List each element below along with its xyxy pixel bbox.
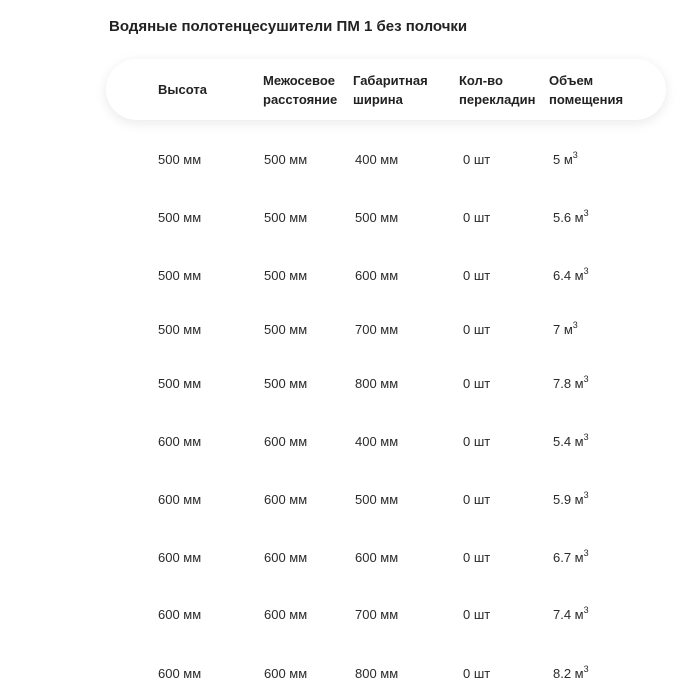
header-crossbars-line1: Кол-во [459,73,503,88]
volume-value: 8.2 м [553,666,584,681]
cell-crossbars: 0 шт [463,322,491,337]
volume-value: 7.4 м [553,607,584,622]
cell-crossbars: 0 шт [463,550,491,565]
cell-center-distance: 600 мм [264,666,308,681]
cell-overall-width: 400 мм [355,152,399,167]
cell-height: 600 мм [158,434,202,449]
volume-value: 5.4 м [553,434,584,449]
header-height-label: Высота [158,82,207,97]
volume-value: 7 м [553,322,573,337]
cell-overall-width: 400 мм [355,434,399,449]
cell-room-volume [553,432,589,452]
volume-value: 5 м [553,152,573,167]
cell-crossbars: 0 шт [463,210,491,225]
volume-unit-superscript: 3 [572,149,578,160]
cell-overall-width: 600 мм [355,550,399,565]
table-row [0,432,700,452]
volume-value: 5.6 м [553,210,584,225]
cell-center-distance: 600 мм [264,434,308,449]
cell-height: 600 мм [158,550,202,565]
cell-room-volume [553,150,578,170]
cell-overall-width: 500 мм [355,210,399,225]
cell-center-distance: 500 мм [264,322,308,337]
volume-unit-superscript: 3 [583,489,589,500]
cell-crossbars: 0 шт [463,268,491,283]
table-row [0,605,700,625]
volume-value: 6.7 м [553,550,584,565]
cell-height: 500 мм [158,210,202,225]
table-row [0,548,700,568]
cell-crossbars: 0 шт [463,492,491,507]
table-row [0,208,700,228]
cell-crossbars: 0 шт [463,666,491,681]
cell-overall-width: 700 мм [355,322,399,337]
cell-crossbars: 0 шт [463,434,491,449]
cell-height: 600 мм [158,492,202,507]
header-crossbars-line2: перекладин [459,92,536,107]
table-row [0,320,700,340]
header-room-volume-line2: помещения [549,92,624,107]
cell-height: 500 мм [158,268,202,283]
cell-overall-width: 800 мм [355,666,399,681]
cell-center-distance: 500 мм [264,268,308,283]
cell-center-distance: 600 мм [264,492,308,507]
cell-overall-width: 700 мм [355,607,399,622]
cell-room-volume [553,605,589,625]
volume-unit-superscript: 3 [583,207,589,218]
table-row [0,150,700,170]
cell-height: 600 мм [158,666,202,681]
volume-value: 7.8 м [553,376,584,391]
cell-crossbars: 0 шт [463,607,491,622]
cell-room-volume [553,490,589,510]
volume-value: 5.9 м [553,492,584,507]
cell-height: 500 мм [158,322,202,337]
volume-unit-superscript: 3 [583,547,589,558]
table-row [0,664,700,684]
cell-crossbars: 0 шт [463,376,491,391]
cell-room-volume [553,374,589,394]
volume-unit-superscript: 3 [583,265,589,276]
volume-value: 6.4 м [553,268,584,283]
header-center-distance-line2: расстояние [263,92,338,107]
cell-height: 500 мм [158,376,202,391]
cell-center-distance: 500 мм [264,210,308,225]
cell-center-distance: 600 мм [264,607,308,622]
volume-unit-superscript: 3 [583,663,589,674]
table-row [0,266,700,286]
cell-room-volume [553,266,589,286]
cell-center-distance: 600 мм [264,550,308,565]
page-title: Водяные полотенцесушители ПМ 1 без полочки [109,18,468,35]
header-room-volume-line1: Объем [549,73,594,88]
cell-room-volume [553,320,578,340]
table-row [0,374,700,394]
cell-height: 500 мм [158,152,202,167]
header-overall-width-line1: Габаритная [353,73,428,88]
cell-room-volume [553,664,589,684]
table-row [0,490,700,510]
volume-unit-superscript: 3 [572,319,578,330]
cell-room-volume [553,548,589,568]
volume-unit-superscript: 3 [583,431,589,442]
volume-unit-superscript: 3 [583,373,589,384]
header-center-distance-line1: Межосевое [263,73,336,88]
cell-center-distance: 500 мм [264,152,308,167]
header-overall-width-line2: ширина [353,92,403,107]
cell-overall-width: 800 мм [355,376,399,391]
cell-overall-width: 500 мм [355,492,399,507]
cell-crossbars: 0 шт [463,152,491,167]
volume-unit-superscript: 3 [583,604,589,615]
cell-height: 600 мм [158,607,202,622]
cell-center-distance: 500 мм [264,376,308,391]
cell-overall-width: 600 мм [355,268,399,283]
cell-room-volume [553,208,589,228]
